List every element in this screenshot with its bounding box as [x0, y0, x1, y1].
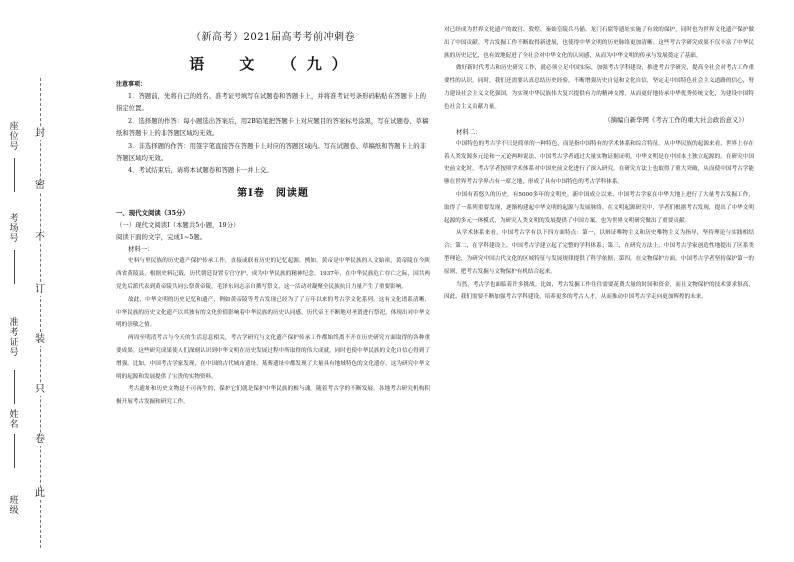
article-paragraph: 故此，中华文明的历史记忆和遗产，例如黄帝陵等考古发现已经为了了万年以来的考古学文化系列，这有文化谱系清晰，中华民族的历史文化遗产以其独有的文化价值影响着中华民族的历史认同感。历代帝王不断地对圣贤进行祭祀，体现出对中华文明的崇敬之情。: [116, 296, 430, 329]
article-paragraph: 做好新时代考古和历史研究工作，就必须立足中国实际，加强考古学科建设，推进考古学研究，提高全社会对考古工作重要性的认识。同时，我们还需要认真总结历史经验，不断增强历史自觉和文化自信，坚定走中国特色社会主义道路的信心，努力建设社会主义文化强国，为实现中华民族伟大复兴提供有力的精神支撑，从而更好地传承中华优秀传统文化，为建设中国特色社会主义贡献力量。: [444, 65, 754, 110]
class-field: 班级: [9, 496, 19, 516]
field-line: [14, 250, 15, 284]
seal-char: 只: [35, 384, 45, 395]
article-paragraph: 对已经成为世界文化遗产的故宫、敦煌、秦始皇陵兵马俑、龙门石窟等遗址实施了有效的保护，同时也为世界文化遗产保护做出了中国贡献。考古发掘工作不断取得新进展，也使得中华文明的历史脉络更加清晰。这些考古学研究成果不仅丰富了中华民族的历史记忆，也有效地促进了全社会对中华文化的认同感，从而为中华文明的传承与发展奠定了基础。: [444, 27, 754, 59]
seal-char: 密: [35, 180, 45, 191]
field-line: [14, 370, 15, 404]
notice-heading: 注意事项：: [116, 81, 147, 88]
seal-char: 装: [35, 334, 45, 345]
notice-item: 2．选择题的作答：每小题选出答案后，用2B铅笔把答题卡上对应题目的答案标号涂黑，写在试题卷、草稿纸和答题卡上的非答题区域均无效。: [116, 116, 429, 138]
field-line: [14, 158, 15, 192]
article-paragraph: 从学术体系来看，中国考古学有以下四方面特点：第一，以辩证唯物主义和历史唯物主义为指导，坚持理论与实践相结合；第二，在学科建设上，中国考古学建立起了完整的学科体系；第三，在研究方法上，中国考古学家创造性地提出了区系类型理论，为研究中国古代文化的区域特征与发展规律提供了科学依据；第四，在文物保护方面，中国考古学者坚持保护第一的原则，把考古发掘与文物保护有机结合起来。: [444, 230, 754, 275]
article-paragraph: 两周至明清考古与今天的生活息息相关，考古学研究与文化遗产保护传承工作都始终离不开在历史研究方面取得的各种重要成果。这些研究成果使人们深刻认识到中华文明在历史发展过程中所取得的伟大成就，同时也使中华民族的文化自信心得到了增强。比如，中国考古学家发现，在中国的古代城市遗址、墓葬遗址中都发现了大量具有地域特色的文化遗存，这为研究中华文明的起源和发展提供了宝贵的实物资料。: [116, 335, 430, 380]
notice-item: 3．非选择题的作答：用签字笔直接答在答题卡上对应的答题区域内。写在试题卷、草稿纸和答题卡上的非答题区域均无效。: [116, 141, 427, 163]
material-label: 材料一：: [128, 245, 154, 254]
section-heading: 一、现代文阅读（35分）: [116, 208, 189, 217]
field-line: [14, 434, 15, 468]
binding-margin: [0, 0, 108, 562]
name-field: 姓名: [9, 410, 19, 430]
subsection-heading: （一）现代文阅读Ⅰ（本题共5小题，19分）: [116, 220, 240, 229]
seal-char: 此: [35, 488, 45, 499]
source-note: （摘编自新华网《考古工作的重大社会政治意义》）: [604, 115, 748, 124]
seal-char: 封: [35, 128, 45, 139]
exam-subtitle: （新高考）2021届高考考前冲刺卷: [191, 32, 355, 43]
seal-char: 不: [35, 232, 45, 243]
article-paragraph: 中国特色的考古学不只是简单的一种特色，而是指中国特有的学术体系和综合特征。从中华民族的起源来看，世界上存在着人类发源多元论和一元论两种说法，中国考古学者通过大量实物证据证明，中华文明是在中国本土独立起源的。在研究中国史前文化时，考古学者按照学术体系对中国史前文化进行了深入研究，在研究方法上也取得了重大突破，从而使中国考古学能够在世界考古学界占有一席之地，形成了具有中国特色的考古学科体系。: [444, 140, 754, 186]
seat-number-field: 座位号: [9, 122, 19, 152]
seal-char: 卷: [35, 434, 45, 445]
left-column: [116, 0, 430, 409]
right-column: [444, 24, 754, 304]
notice-item: 1．答题前，先将自己的姓名、准考证号填写在试题卷和答题卡上，并将准考证号条形码粘贴在答题卡上的指定位置。: [116, 92, 427, 113]
article-paragraph: 中国有着悠久的历史，有5000多年的文明史。新中国成立以来，中国考古学家在中华大地上进行了大量考古发掘工作，取得了一系列重要发现，逐渐构建起中华文明的起源与发展脉络。在文明起源研究中，学者们根据考古发现，提出了中华文明起源的多元一体模式，为研究人类文明的发展提供了中国方案，也为世界文明研究做出了重要贡献。: [444, 191, 754, 224]
seal-char: 订: [35, 284, 45, 295]
part-heading: 第Ⅰ卷 阅读题: [237, 187, 309, 199]
seal-dashed-line: [40, 78, 41, 548]
article-paragraph: 考古遗址和历史文物是不可再生的，保护它们就是保护中华民族的根与魂。随着考古学的不断发展，各地考古研究机构积极开展考古发掘和研究工作，: [116, 386, 430, 406]
material-label: 材料二：: [456, 127, 482, 136]
notice-block: [116, 79, 430, 177]
article-paragraph: 当然，考古学也面临着许多挑战。比如，考古发掘工作往往需要花费大量的时间和资金，而且文物保护的技术要求很高，因此，我们需要不断加强考古学科建设，培养更多的考古人才，从而推动中国考古学走向更加辉煌的未来。: [444, 281, 754, 301]
article-paragraph: 史料与里民族的历史遗产保护传承工作，直接或联看历史的记忆起源。例如，黄帝是中华民族的人文始祖，黄帝陵在今陕西省黄陵县，根据史料记载，历代朝廷设置专官守护，成为中华民族的精神纪念。1937年，在中华民族危亡存亡之际，国共两党先后派代表到黄帝陵共同公祭黄帝陵，毛泽东同志亲自撰写祭文，这一活动对凝聚全民族抗日力量产生了重要影响。: [116, 258, 430, 291]
exam-room-field: 考场号: [9, 214, 19, 244]
reading-instruction: 阅读下面的文字，完成1~5题。: [116, 233, 207, 242]
admission-number-field: 准考证号: [9, 318, 19, 358]
exam-title: 语 文 （九）: [189, 55, 357, 73]
notice-item: 4．考试结束后，请将本试题卷和答题卡一并上交。: [128, 166, 273, 175]
